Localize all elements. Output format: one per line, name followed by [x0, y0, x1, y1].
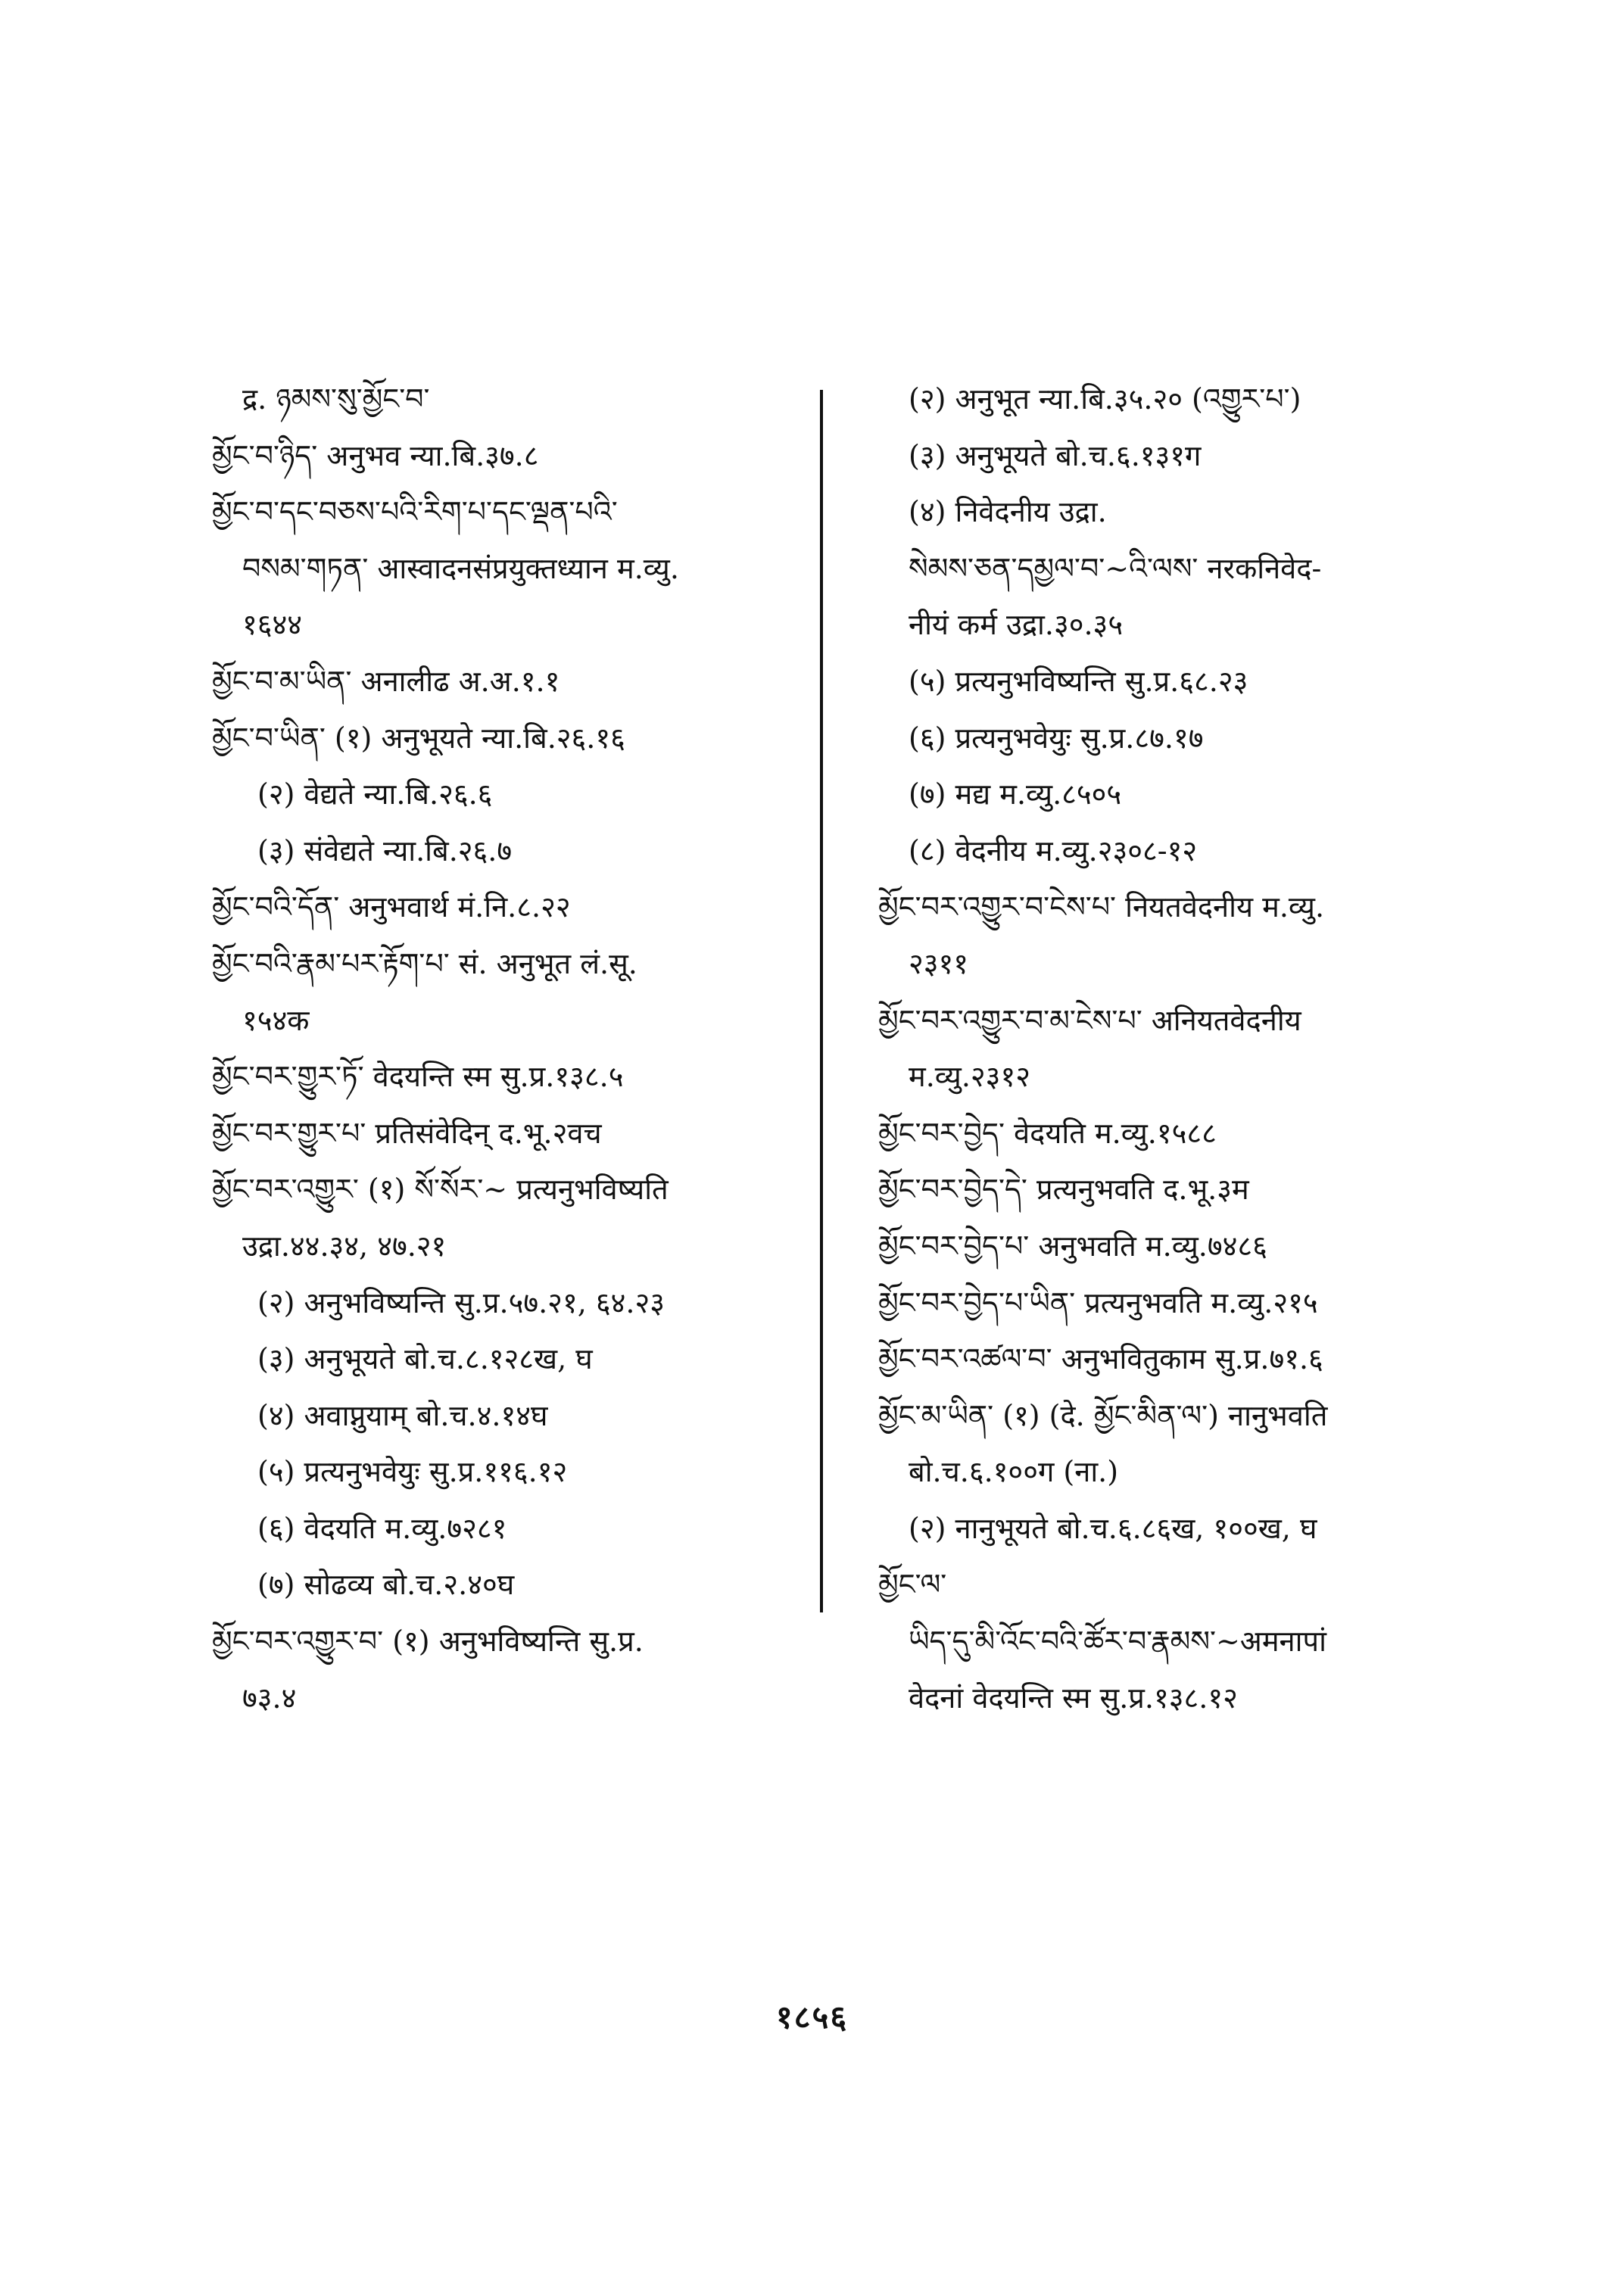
dictionary-entry-line: १६४४	[242, 608, 303, 642]
dictionary-entry-line: (४) अवाप्नुयाम् बो.च.४.१४घ	[257, 1398, 548, 1432]
dictionary-entry-line: (४) निवेदनीय उद्रा.	[909, 495, 1107, 529]
right-column	[878, 371, 1454, 1726]
dictionary-entry-line: बो.च.६.१००ग (ना.)	[909, 1455, 1119, 1489]
dictionary-entry-line: མྱོང་བར་བྱེད་ वेदयति म.व्यु.१५८८	[878, 1116, 1217, 1150]
dictionary-entry-line: མྱོང་བར་གྱུར་པ་ प्रतिसंवेदिन् द.भू.२वच	[212, 1116, 602, 1150]
dictionary-entry-line: མྱོང་བར་གྱུར་ཏོ་ वेदयन्ति स्म सु.प्र.१३८.५	[212, 1060, 624, 1094]
dictionary-entry-line: (८) वेदनीय म.व्यु.२३०८-१२	[909, 833, 1198, 868]
dictionary-entry-line: མྱོང་བ་དང་བཅས་པའི་རིག་པ་དང་ལྡན་པའི་	[212, 495, 618, 529]
dictionary-entry-line: མྱོང་བ་ཉིད་ अनुभव न्या.बि.३७.८	[212, 438, 539, 472]
dictionary-entry-line: म.व्यु.२३१२	[909, 1060, 1030, 1094]
dictionary-entry-line: द्र. ཉམས་སུ་མྱོང་བ་	[242, 382, 430, 416]
dictionary-entry-line: མྱོང་བར་བྱེད་པ་ཡིན་ प्रत्यनुभवति म.व्यु.२१५	[878, 1285, 1318, 1319]
dictionary-entry-line: མྱོང་བར་འགྱུར་བ་མ་ངེས་པ་ अनियतवेदनीय	[878, 1003, 1301, 1037]
dictionary-entry-line: མྱོང་བའི་དོན་ अनुभवार्थ मं.नि.८.२२	[212, 890, 571, 924]
dictionary-entry-line: (६) प्रत्यनुभवेयुः सु.प्र.८७.१७	[909, 721, 1204, 755]
dictionary-entry-line: མྱོང་བར་འགྱུར་བ་ངེས་པ་ नियतवेदनीय म.व्यु.	[878, 890, 1325, 924]
page-number: १८५६	[775, 1999, 849, 2036]
dictionary-entry-line: (२) वेद्यते न्या.बि.२६.६	[257, 777, 493, 812]
dictionary-entry-line: (७) मद्य म.व्यु.८५०५	[909, 777, 1122, 812]
column-divider	[820, 390, 823, 1612]
dictionary-entry-line: མྱོང་བར་འཚལ་བ་ अनुभवितुकाम सु.प्र.७१.६	[878, 1342, 1323, 1376]
dictionary-entry-line: (५) प्रत्यनुभवेयुः सु.प्र.११६.१२	[257, 1455, 568, 1489]
dictionary-entry-line: མྱོང་བར་བྱེད་དེ་ प्रत्यनुभवति द.भू.३म	[878, 1173, 1249, 1207]
dictionary-entry-line: वेदनां वेदयन्ति स्म सु.प्र.१३८.१२	[909, 1681, 1238, 1715]
dictionary-entry-line: (३) अनुभूयते बो.च.८.१२८ख, घ	[257, 1342, 593, 1376]
dictionary-entry-line: (२) अनुभूत न्या.बि.३५.२० (འགྱུར་པ་)	[909, 382, 1301, 416]
dictionary-entry-line: མྱོང་བར་འགྱུར་བ་ (१) अनुभविष्यन्ति सु.प्र.	[212, 1625, 644, 1659]
dictionary-entry-line: नीयं कर्म उद्रा.३०.३५	[909, 608, 1124, 642]
dictionary-entry-line: (३) संवेद्यते न्या.बि.२६.७	[257, 833, 513, 868]
left-column	[212, 371, 818, 1726]
dictionary-entry-line: མྱོང་ལ་	[878, 1568, 947, 1602]
dictionary-entry-line: (२) नानुभूयते बो.च.६.८६ख, १००ख, घ	[909, 1511, 1317, 1545]
dictionary-entry-line: (५) प्रत्यनुभविष्यन्ति सु.प्र.६८.२३	[909, 664, 1248, 698]
dictionary-entry-line: མྱོང་མ་ཡིན་ (१) (दे. མྱོང་མིན་ལ་) नानुभवति	[878, 1398, 1328, 1432]
dictionary-entry-line: མྱོང་བར་བྱེད་པ་ अनुभवति म.व्यु.७४८६	[878, 1229, 1267, 1263]
dictionary-entry-line: མྱོང་བ་ཡིན་ (१) अनुभूयते न्या.बि.२६.१६	[212, 721, 625, 755]
dictionary-entry-line: མྱོང་བ་མ་ཡིན་ अनालीढ अ.अ.१.१	[212, 664, 560, 698]
dictionary-entry-line: ७३.४	[242, 1681, 297, 1715]
dictionary-entry-line: སེམས་ཅན་དམྱལ་བ་~འི་ལས་ नरकनिवेद-	[909, 551, 1322, 585]
dictionary-entry-line: (६) वेदयति म.व्यु.७२८१	[257, 1511, 507, 1545]
dictionary-entry-line: २३११	[909, 946, 969, 980]
dictionary-entry-line: (७) सोढव्य बो.च.२.४०घ	[257, 1568, 515, 1602]
dictionary-entry-line: उद्रा.४४.३४, ४७.२१	[242, 1229, 447, 1263]
dictionary-entry-line: བསམ་གཏན་ आस्वादनसंप्रयुक्तध्यान म.व्यु.	[242, 551, 679, 585]
dictionary-entry-line: (३) अनुभूयते बो.च.६.१३१ग	[909, 438, 1202, 472]
dictionary-entry-line: (२) अनुभविष्यन्ति सु.प्र.५७.२१, ६४.२३	[257, 1285, 665, 1319]
dictionary-entry-line: ཡིད་དུ་མི་འོང་བའི་ཚོར་བ་རྣམས་~अमनापां	[909, 1625, 1326, 1659]
dictionary-entry-line: མྱོང་བའི་རྣམ་པར་རྟོག་པ་ सं. अनुभूत लं.सू.	[212, 946, 637, 980]
dictionary-entry-line: མྱོང་བར་འགྱུར་ (१) སོ་སོར་~ प्रत्यनुभविष्यति	[212, 1173, 669, 1207]
dictionary-entry-line: १५४क	[242, 1003, 310, 1037]
